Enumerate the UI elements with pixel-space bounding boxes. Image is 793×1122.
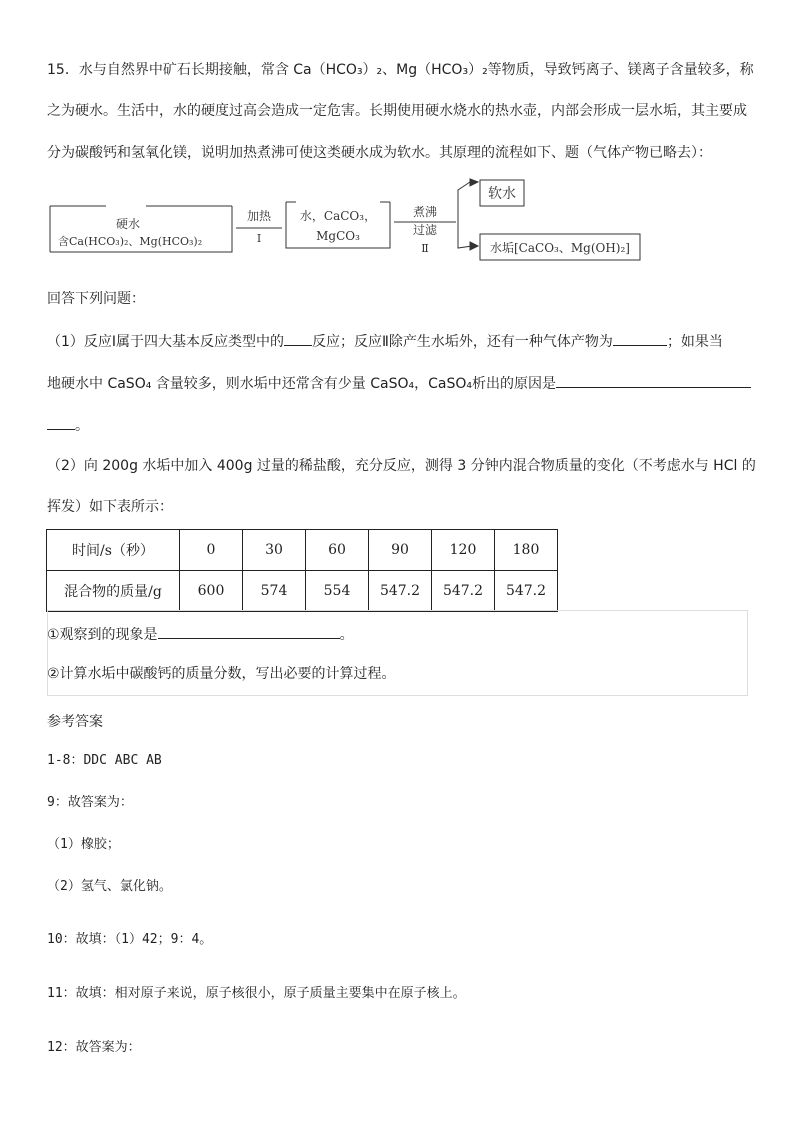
- question-15-line-2: 之为硬水。生活中，水的硬度过高会造成一定危害。长期使用硬水烧水的热水壶，内部会形成一层水垢，其主要成: [47, 103, 747, 119]
- reference-title: 参考答案: [47, 714, 103, 730]
- branch-lines: [458, 182, 472, 248]
- time-cell: 30: [243, 530, 306, 571]
- time-cell: 90: [369, 530, 432, 571]
- part-2-line-1: （2）向 200g 水垢中加入 400g 过量的稀盐酸，充分反应，测得 3 分钟内混合物质量的变化（不考虑水与 HCl 的: [47, 458, 756, 474]
- answer-line: 1-8：DDC ABC AB: [47, 753, 162, 768]
- part-1-line-2: [47, 373, 747, 394]
- answer-blank-reason-continued[interactable]: [47, 415, 75, 430]
- mass-cell: 547.2: [369, 571, 432, 612]
- hard-water-title: 硬水: [115, 217, 141, 231]
- mass-cell: 547.2: [432, 571, 495, 612]
- answer-line: 10：故填：（1）42；9：4。: [47, 932, 213, 947]
- answer-line: （1）橡胶；: [47, 837, 120, 852]
- part-1-line-1: [47, 331, 747, 352]
- question-15-line-3: 分为碳酸钙和氢氧化镁，说明加热煮沸可使这类硬水成为软水。其原理的流程如下、题（气体产物已略去）：: [47, 145, 712, 161]
- part-1-text-a: （1）反应Ⅰ属于四大基本反应类型中的: [47, 334, 285, 350]
- answer-line: 11：故填：相对原子来说，原子核很小，原子质量主要集中在原子核上。: [47, 986, 466, 1001]
- part-1-end: 。: [75, 418, 89, 434]
- time-cell: 120: [432, 530, 495, 571]
- answer-blank-phenomenon[interactable]: [158, 624, 340, 639]
- boil-label: 煮沸: [412, 205, 438, 219]
- answer-blank-gas[interactable]: [613, 331, 667, 346]
- step-1-number: Ⅰ: [256, 232, 262, 245]
- sub-question-1-end: 。: [339, 627, 354, 643]
- scale-label: 水垢[CaCO₃、Mg(OH)₂]: [490, 241, 630, 255]
- time-cell: 0: [180, 530, 243, 571]
- sub-question-2: ②计算水垢中碳酸钙的质量分数，写出必要的计算过程。: [47, 666, 396, 682]
- part-1-text-b: 反应；反应Ⅱ除产生水垢外，还有一种气体产物为: [312, 334, 613, 350]
- part-1-line-2-text: 地硬水中 CaSO₄ 含量较多，则水垢中还常含有少量 CaSO₄，CaSO₄析出的原因是: [47, 376, 556, 392]
- row-header-mass: 混合物的质量/g: [47, 571, 180, 612]
- answer-blank-reaction-type[interactable]: [284, 331, 312, 346]
- heat-label: 加热: [246, 209, 272, 223]
- hard-water-content: 含Ca(HCO₃)₂、Mg(HCO₃)₂: [58, 235, 203, 248]
- question-15-line-1: 15．水与自然界中矿石长期接触，常含 Ca（HCO₃）₂、Mg（HCO₃）₂等物质，导致钙离子、镁离子含量较多，称: [47, 62, 754, 78]
- mass-cell: 554: [306, 571, 369, 612]
- part-1-line-3: [47, 415, 747, 436]
- time-cell: 60: [306, 530, 369, 571]
- mass-cell: 574: [243, 571, 306, 612]
- answer-line: 12：故答案为：: [47, 1040, 141, 1055]
- time-cell: 180: [495, 530, 558, 571]
- intermediate-line-2: MgCO₃: [316, 229, 360, 243]
- mass-change-table: [46, 529, 558, 612]
- step-2-number: Ⅱ: [421, 242, 429, 255]
- process-flow-diagram: [46, 176, 646, 268]
- intermediate-line-1: 水，CaCO₃，: [299, 209, 377, 223]
- mass-cell: 547.2: [495, 571, 558, 612]
- sub-question-1-text: ①观察到的现象是: [47, 627, 158, 643]
- part-1-text-c: ；如果当: [666, 334, 723, 350]
- filter-label: 过滤: [412, 223, 438, 237]
- answer-blank-reason[interactable]: [556, 373, 751, 388]
- soft-water-label: 软水: [488, 186, 516, 202]
- answer-line: （2）氢气、氯化钠。: [47, 879, 172, 894]
- row-header-time: 时间/s（秒）: [47, 530, 180, 571]
- table-row-mass: [47, 571, 558, 612]
- sub-question-1: [47, 624, 747, 645]
- part-2-line-2: 挥发）如下表所示：: [47, 499, 173, 515]
- answer-prompt: 回答下列问题：: [47, 291, 145, 307]
- answer-line: 9：故答案为：: [47, 795, 133, 810]
- table-row-time: [47, 530, 558, 571]
- mass-cell: 600: [180, 571, 243, 612]
